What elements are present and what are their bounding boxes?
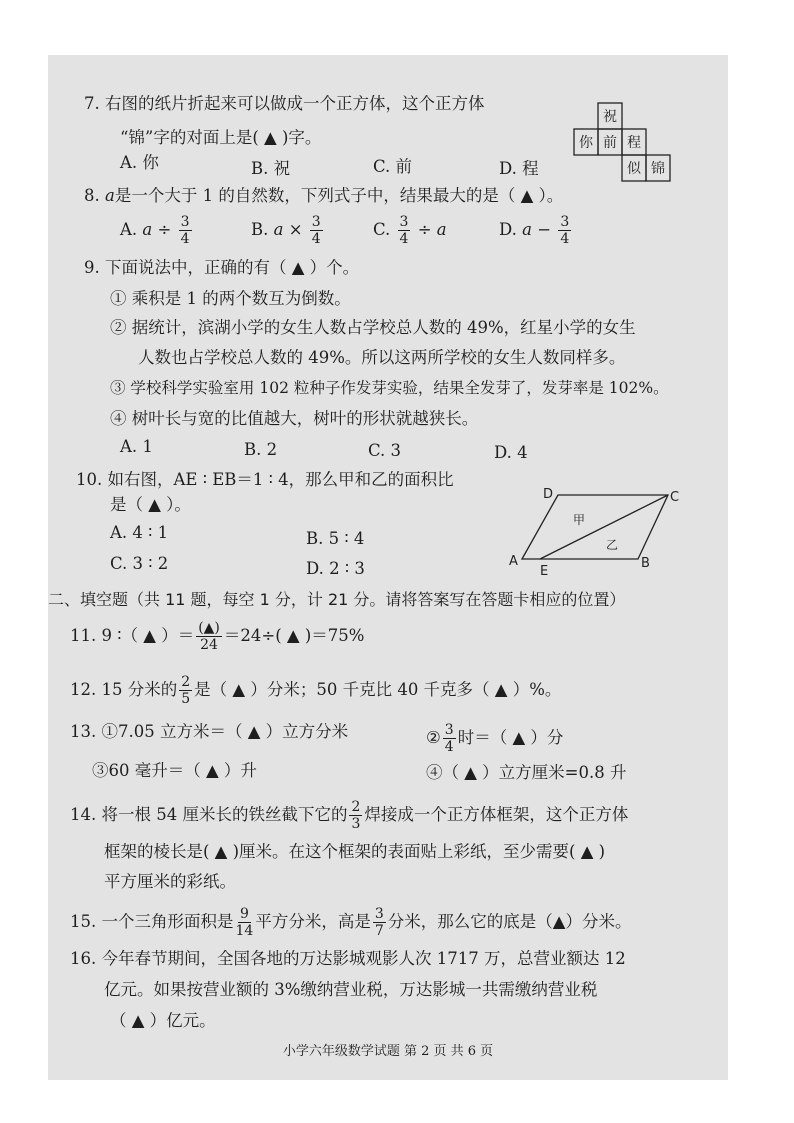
q16-line3: （ ▲ ）亿元。 (110, 1011, 216, 1030)
cube-net-figure (570, 101, 700, 193)
q9-option-d: D. 4 (494, 443, 528, 462)
segment-ec (540, 495, 668, 559)
q13-part-1: 13. ①7.05 立方米＝（ ▲ ）立方分米 (70, 722, 349, 741)
q10-stem-line1: 10. 如右图，AE ∶ EB＝1 ∶ 4，那么甲和乙的面积比 (76, 470, 454, 489)
q7-option-d: D. 程 (499, 159, 539, 178)
q9-stem: 9. 下面说法中，正确的有（ ▲ ）个。 (84, 258, 360, 277)
q14-line1: 14. 将一根 54 厘米长的铁丝截下它的 $\frac{2}{3}$ 焊接成一个正方体框架，这个正方体 (70, 799, 629, 832)
q13-part-2: ② $\frac{3}{4}$ 时＝（ ▲ ）分 (426, 722, 564, 755)
net-cell-2: 你 (579, 135, 593, 151)
q10-stem-line2: 是（ ▲ ）。 (110, 495, 191, 514)
net-cell-4: 程 (627, 135, 641, 151)
label-a: A (509, 554, 518, 569)
q9-statement-4: ④ 树叶长与宽的比值越大，树叶的形状就越狭长。 (110, 409, 479, 428)
label-c: C (670, 490, 680, 505)
label-e: E (540, 564, 549, 579)
q8-stem: 8. a是一个大于 1 的自然数，下列式子中，结果最大的是（ ▲ ）。 (84, 186, 564, 205)
label-b: B (641, 556, 650, 571)
label-jia: 甲 (573, 513, 586, 527)
q7-option-b: B. 祝 (251, 159, 291, 178)
q14-line3: 平方厘米的彩纸。 (104, 872, 236, 891)
label-yi: 乙 (606, 538, 619, 552)
page-footer: 小学六年级数学试题 第 2 页 共 6 页 (282, 1044, 494, 1059)
q7-option-a: A. 你 (120, 153, 159, 172)
net-cell-6: 锦 (651, 161, 665, 177)
exam-page (48, 55, 728, 1080)
q9-option-a: A. 1 (120, 437, 153, 456)
q8-option-c: C. $\frac{3}{4}$ ÷ a (373, 214, 447, 247)
q10-option-b: B. 5 ∶ 4 (306, 529, 365, 548)
q8-option-a: A. a ÷ $\frac{3}{4}$ (120, 214, 190, 247)
q16-line2: 亿元。如果按营业额的 3%缴纳营业税，万达影城一共需缴纳营业税 (104, 980, 598, 999)
q7-stem-line2: “锦”字的对面上是( ▲ )字。 (120, 128, 322, 147)
q9-statement-1: ① 乘积是 1 的两个数互为倒数。 (110, 289, 351, 308)
parallelogram-figure (500, 483, 700, 579)
section-2-heading: 二、填空题（共 11 题，每空 1 分，计 21 分。请将答案写在答题卡相应的位置） (48, 590, 626, 609)
parallelogram-outline (522, 495, 668, 559)
q8-option-d: D. a − $\frac{3}{4}$ (499, 214, 570, 247)
q16-line1: 16. 今年春节期间，全国各地的万达影城观影人次 1717 万，总营业额达 12 (70, 949, 626, 968)
q9-statement-2b: 人数也占学校总人数的 49%。所以这两所学校的女生人数同样多。 (138, 348, 626, 367)
q13-part-3: ③60 毫升＝（ ▲ ）升 (92, 761, 257, 780)
q7-option-c: C. 前 (373, 157, 413, 176)
net-cell-1: 祝 (603, 109, 617, 125)
q9-statement-2a: ② 据统计，滨湖小学的女生人数占学校总人数的 49%，红星小学的女生 (110, 318, 636, 337)
q8-var-a: a (105, 186, 115, 205)
q11: 11. 9 ∶（ ▲ ）＝ (▲) 24 ＝24÷( ▲ )＝75% (70, 620, 365, 653)
q14-line2: 框架的棱长是( ▲ )厘米。在这个框架的表面贴上彩纸，至少需要( ▲ ) (104, 842, 606, 861)
q9-option-c: C. 3 (368, 441, 402, 460)
q8-option-b: B. a × $\frac{3}{4}$ (251, 214, 321, 247)
net-cell-3: 前 (603, 135, 617, 151)
q12: 12. 15 分米的 $\frac{2}{5}$ 是（ ▲ ）分米；50 千克比 40 千克多（ ▲ ）%。 (70, 674, 562, 707)
q13-part-4: ④（ ▲ ）立方厘米=0.8 升 (426, 763, 627, 782)
net-cell-5: 似 (627, 161, 641, 177)
q15: 15. 一个三角形面积是 $\frac{9}{14}$ 平方分米，高是 $\frac{3}{7}$ 分米，那么它的底是（▲）分米。 (70, 906, 632, 939)
q10-option-c: C. 3 ∶ 2 (110, 554, 169, 573)
q10-option-a: A. 4 ∶ 1 (110, 523, 169, 542)
q10-option-d: D. 2 ∶ 3 (306, 559, 365, 578)
q9-option-b: B. 2 (244, 440, 278, 459)
q7-stem-line1: 7. 右图的纸片折起来可以做成一个正方体，这个正方体 (84, 94, 485, 113)
label-d: D (543, 487, 554, 502)
q9-statement-3: ③ 学校科学实验室用 102 粒种子作发芽实验，结果全发芽了，发芽率是 102%。 (110, 379, 669, 397)
q8-stem-text: 是一个大于 1 的自然数，下列式子中，结果最大的是（ ▲ ）。 (114, 186, 564, 205)
